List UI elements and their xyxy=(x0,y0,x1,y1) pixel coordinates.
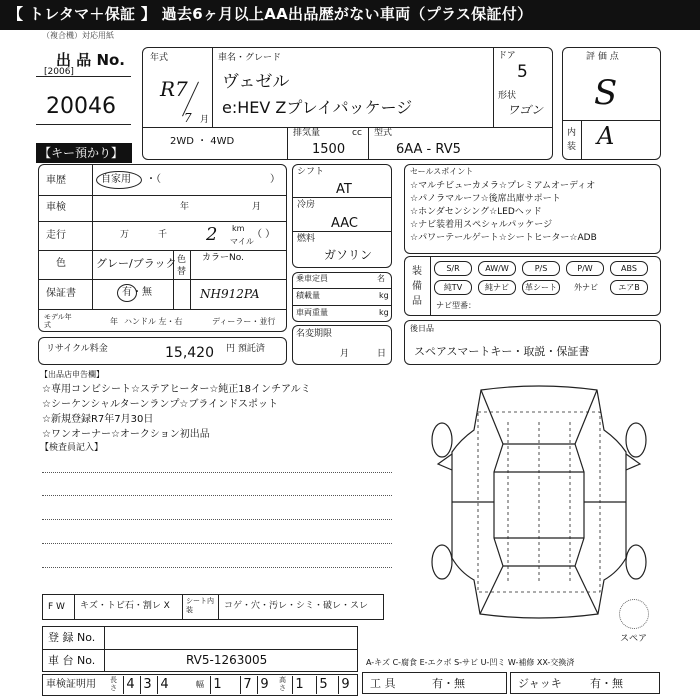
inspection-year-unit: 年 xyxy=(180,202,190,212)
reg-no-label: 登 録 No. xyxy=(48,631,96,644)
spare-label: スペア xyxy=(620,634,648,644)
cap-h1 xyxy=(292,288,392,289)
inspection-label: 車検 xyxy=(46,202,66,213)
sales-line: ☆ホンダセンシング☆LEDヘッド xyxy=(410,207,542,217)
after-label: 後日品 xyxy=(410,324,434,333)
inspection-month-unit: 月 xyxy=(252,202,262,212)
note-line: ☆専用コンビシート☆ステアヒーター☆純正18インチアルミ xyxy=(42,384,311,395)
doors: 5 xyxy=(517,62,528,82)
equip-ps: P/S xyxy=(522,261,560,276)
length-digit: 4 xyxy=(123,676,137,694)
sales-line: ☆パワーテールゲート☆シートヒーター☆ADB xyxy=(410,233,597,243)
load-label: 積載量 xyxy=(296,291,320,300)
lot-label: 出 品 No. xyxy=(56,51,126,69)
mid-h2 xyxy=(292,231,392,232)
interior-label: 内装 xyxy=(567,128,577,152)
mileage-paren: （ ） xyxy=(252,229,276,240)
chassis-no: RV5-1263005 xyxy=(186,653,268,667)
handle-label: ハンドル 左・右 xyxy=(124,317,183,326)
lot-number: 20046 xyxy=(46,94,116,119)
fuel-label: 燃料 xyxy=(297,234,316,244)
model-year-label: 年式 xyxy=(150,53,169,63)
weight-label: 車両重量 xyxy=(296,308,328,317)
car-name: ヴェゼル xyxy=(222,72,290,92)
capacity-label: 乗車定員 xyxy=(296,274,328,283)
color-v1 xyxy=(173,250,174,309)
lot-number-underline xyxy=(36,124,131,125)
history-value: 自家用 xyxy=(101,174,131,185)
year-code: [2006] xyxy=(44,67,74,77)
sub-note: （複合機）対応用紙 xyxy=(42,31,114,40)
height-digit: 9 xyxy=(338,676,352,694)
name-change-label: 名変期限 xyxy=(296,329,333,339)
ac-label: 冷房 xyxy=(297,200,316,210)
hdr-h1 xyxy=(142,127,553,128)
spare-tire-icon xyxy=(619,599,649,629)
equip-abs: ABS xyxy=(610,261,648,276)
name-change-month: 月 xyxy=(340,349,350,359)
recycle-value: 15,420 xyxy=(165,345,214,361)
inspector-line-2 xyxy=(42,495,392,496)
equip-airbag: エアB xyxy=(610,280,648,295)
equipment-label: 装備品 xyxy=(412,266,422,307)
grade: e:HEV Zプレイパッケージ xyxy=(222,98,413,117)
shift: AT xyxy=(336,182,352,197)
equip-divider xyxy=(430,256,431,316)
displacement: 1500 xyxy=(312,142,346,157)
hdr-v1 xyxy=(212,47,213,127)
spec-box xyxy=(38,164,287,332)
spec-h1 xyxy=(38,195,287,196)
model-year-note: モデル年式 xyxy=(44,313,72,329)
fw-divider xyxy=(74,594,75,620)
history-dots: ・（ xyxy=(146,174,161,185)
navi-type-label: ナビ型番： xyxy=(436,301,476,310)
mileage-km-unit: km xyxy=(232,224,245,233)
fuel: ガソリン xyxy=(324,248,373,262)
tools-label: 工 具 xyxy=(370,677,396,690)
displacement-label: 排気量 xyxy=(293,128,321,138)
color-change-label: 色替 xyxy=(177,255,187,277)
sales-line: ☆パノラマルーフ☆後席出庫サポート xyxy=(410,194,561,204)
hdr-v4 xyxy=(368,127,369,160)
length-digit: 3 xyxy=(140,676,154,694)
weight-unit: kg xyxy=(379,308,389,317)
name-change-day: 日 xyxy=(377,349,387,359)
spec-v1 xyxy=(92,164,93,309)
inspector-line-3 xyxy=(42,519,392,520)
reg-divider xyxy=(42,649,358,650)
name-grade-label: 車名・グレード xyxy=(218,53,282,63)
length-digit: 4 xyxy=(157,676,171,694)
hdr-v2 xyxy=(493,47,494,127)
note-line: ☆新規登録R7年7月30日 xyxy=(42,414,154,425)
equip-aw: AW/W xyxy=(478,261,516,276)
color-v2 xyxy=(190,250,191,309)
mileage-sen-unit: 千 xyxy=(158,230,168,240)
spec-h3 xyxy=(38,250,287,251)
mileage-mile-unit: マイル xyxy=(230,237,254,246)
tools-value: 有・無 xyxy=(432,677,465,690)
mileage-man-unit: 万 xyxy=(120,230,130,240)
equip-sr: S/R xyxy=(434,261,472,276)
length-label: 長さ xyxy=(110,676,117,692)
inspector-line-5 xyxy=(42,567,392,568)
note-line: ☆ワンオーナー☆オークション初出品 xyxy=(42,429,210,440)
key-label: 【キー預かり】 xyxy=(39,146,124,160)
interior-divider xyxy=(581,120,582,160)
height-digit: 1 xyxy=(292,676,306,694)
color-no: NH912PA xyxy=(200,287,260,301)
equip-tv: 純TV xyxy=(434,280,472,295)
height-label: 高さ xyxy=(279,676,286,692)
seat-divider-l xyxy=(182,594,183,620)
color-label: 色 xyxy=(56,258,66,269)
interior-score: A xyxy=(597,122,615,150)
model-year-note-unit: 年 xyxy=(110,317,118,326)
inspector-line-4 xyxy=(42,543,392,544)
door-label: ドア xyxy=(498,51,516,61)
shape-label: 形状 xyxy=(498,91,517,101)
seat-divider-r xyxy=(218,594,219,620)
model-type-label: 型式 xyxy=(374,128,393,138)
seat-label: シート内装 xyxy=(186,597,214,614)
sales-line: ☆マルチビューカメラ☆プレミアムオーディオ xyxy=(410,181,596,191)
width-digit: 1 xyxy=(210,676,224,694)
dealer-label: ディーラー・並行 xyxy=(212,317,276,326)
width-digit: 7 xyxy=(240,676,254,694)
legend: A-キズ C-腐食 E-エクボ S-サビ U-凹ミ W-補修 XX-交換済 xyxy=(366,658,575,667)
cert-label: 車検証明用 xyxy=(46,679,96,690)
jack-value: 有・無 xyxy=(590,677,623,690)
mileage-label: 走行 xyxy=(46,230,66,241)
seat-text: コゲ・穴・汚レ・シミ・破レ・スレ xyxy=(224,601,369,611)
inspector-label: 【検査員記入】 xyxy=(40,443,104,453)
history-label: 車歴 xyxy=(46,175,66,186)
hdr-v3 xyxy=(287,127,288,160)
eval-divider xyxy=(562,120,661,121)
height-digit: 5 xyxy=(316,676,330,694)
fw-text: キズ・トビ石・割レ X xyxy=(80,601,170,611)
recycle-unit: 円 預託済 xyxy=(226,344,265,354)
ac: AAC xyxy=(331,216,358,231)
drive: 2WD ・ 4WD xyxy=(170,136,235,147)
sales-line: ☆ナビ装着用スペシャルパッケージ xyxy=(410,220,553,230)
car-body-diagram xyxy=(418,382,660,622)
width-digit: 9 xyxy=(257,676,271,694)
model-month: 7 xyxy=(184,111,192,125)
notes-section-label: 【出品店申告欄】 xyxy=(40,370,104,379)
equip-navi: 純ナビ xyxy=(478,280,516,295)
banner-title: 【 トレタマ＋保証 】 過去6ヶ月以上AA出品歴がない車両（プラス保証付） xyxy=(8,5,533,23)
jack-label: ジャッキ xyxy=(518,677,562,690)
after-value: スペアスマートキー・取説・保証書 xyxy=(414,345,590,358)
equip-pw: P/W xyxy=(566,261,604,276)
eval-score: S xyxy=(594,73,618,113)
load-unit: kg xyxy=(379,291,389,300)
after-items-box xyxy=(404,320,661,365)
equip-ext-navi: 外ナビ xyxy=(574,283,598,292)
capacity-unit: 名 xyxy=(377,274,385,283)
color-value: グレー/ブラック xyxy=(96,257,177,270)
displacement-unit: cc xyxy=(352,128,362,138)
equip-leather: 革シート xyxy=(522,280,560,295)
mileage-value: 2 xyxy=(206,224,218,245)
shape: ワゴン xyxy=(507,103,544,117)
model-month-unit: 月 xyxy=(200,115,210,125)
warranty-value: 有・無 xyxy=(122,287,152,298)
reg-label-divider xyxy=(104,626,105,672)
sales-title: セールスポイント xyxy=(410,167,474,176)
note-line: ☆シーケンシャルターンランプ☆ブラインドスポット xyxy=(42,399,278,410)
spec-h5 xyxy=(38,309,287,310)
spec-h4 xyxy=(38,279,287,280)
spec-h2 xyxy=(38,221,287,222)
warranty-label: 保証書 xyxy=(46,288,76,299)
cap-h2 xyxy=(292,305,392,306)
model-year: R7 xyxy=(160,77,188,101)
chassis-label: 車 台 No. xyxy=(48,654,96,667)
shift-label: シフト xyxy=(297,167,325,177)
fw-label: F W xyxy=(48,602,65,612)
color-no-label: カラーNo. xyxy=(202,253,244,263)
recycle-label: リサイクル料金 xyxy=(46,344,108,354)
mid-h1 xyxy=(292,197,392,198)
inspector-line-1 xyxy=(42,472,392,473)
eval-label: 評 価 点 xyxy=(586,52,619,62)
history-close: ） xyxy=(270,174,280,185)
width-label: 幅 xyxy=(196,680,204,689)
model-type: 6AA - RV5 xyxy=(396,142,461,157)
